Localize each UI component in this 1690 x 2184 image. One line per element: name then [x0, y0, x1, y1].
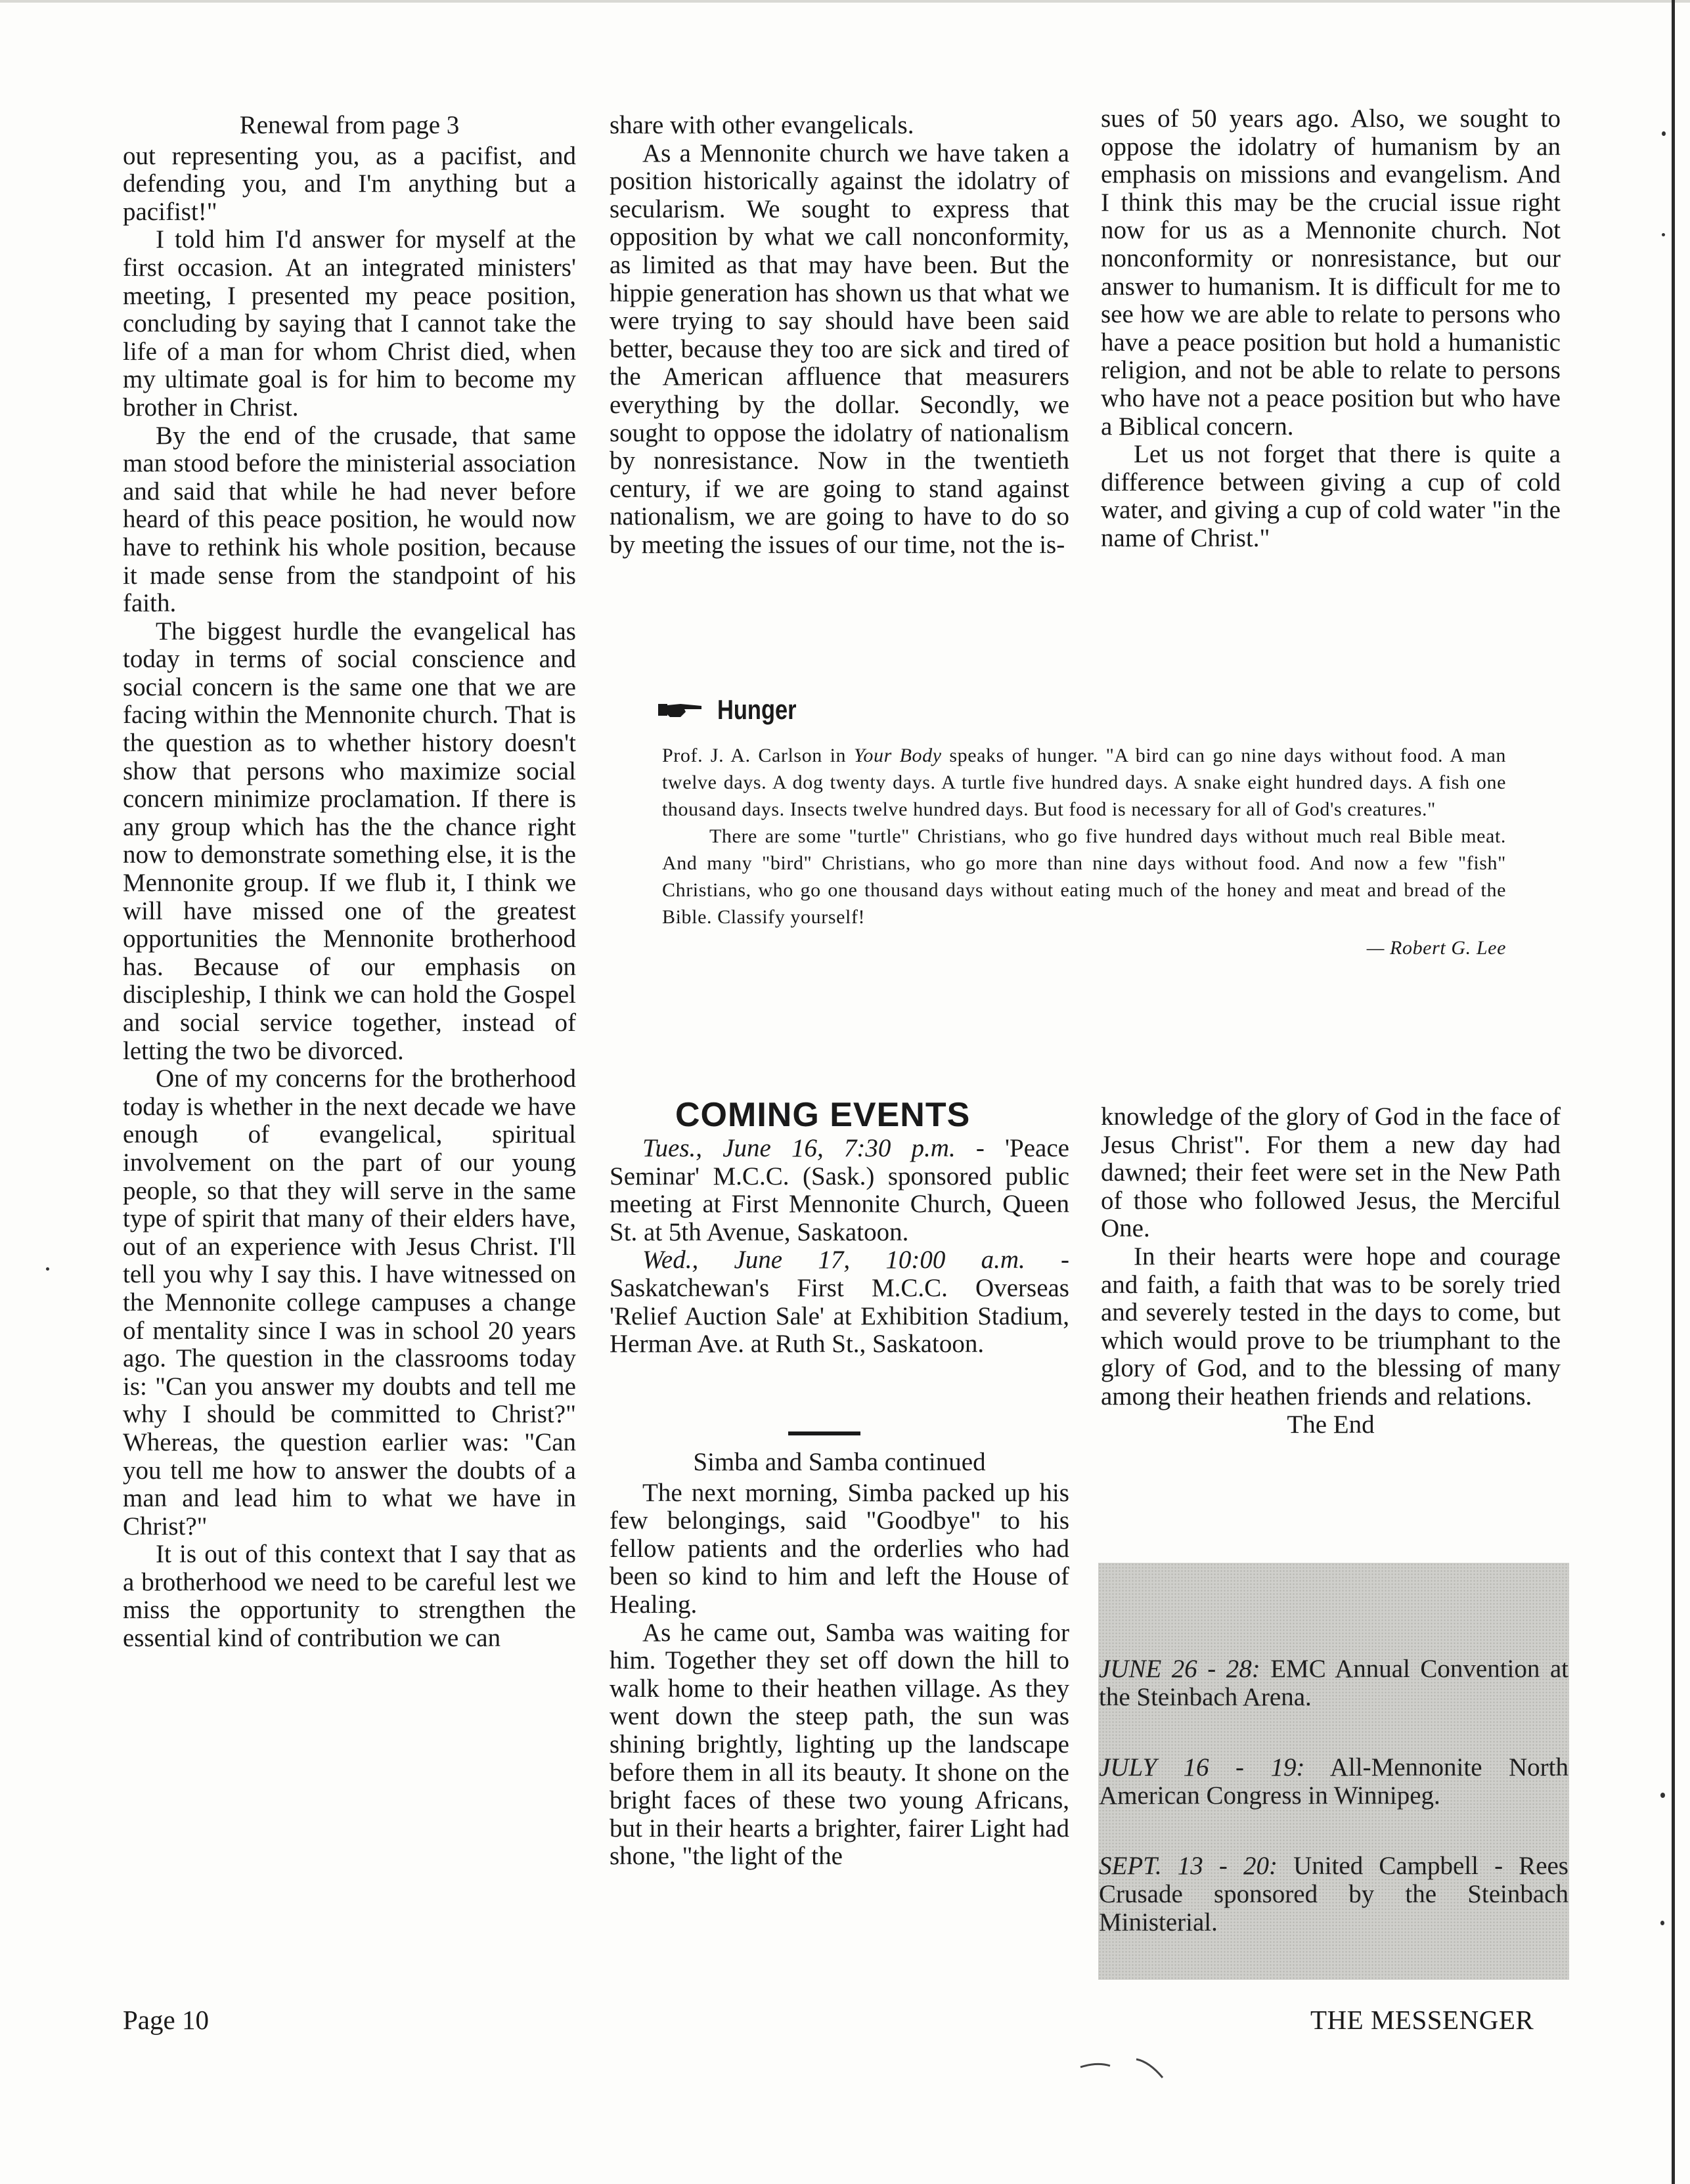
events-calendar-box [1098, 1563, 1569, 1980]
hunger-paragraph: There are some "turtle" Christians, who go five hundred days without much real Bible meat. And many "bird" Christians, who go more than nine days without food. And now a few "fish" Christians, who go one thousand days without eating much of the honey and meat and bread of the Bible. Classify yourself! [662, 825, 1506, 928]
article-paragraph: out representing you, as a pacifist, and defending you, and I'm anything but a pacifist!" [123, 141, 576, 226]
story-end: The End [1287, 1410, 1375, 1439]
article-paragraph: By the end of the crusade, that same man stood before the ministerial association and said that while he had never before heard of this peace position, he would now have to rethink his whole position, because it made sense from the standpoint of his faith. [123, 421, 576, 618]
article-paragraph: As a Mennonite church we have taken a position historically against the idolatry of secularism. We sought to express that opposition by what we call nonconformity, as limited as that may have been. But the hippie generation has shown us that what we were trying to say should have been said better, because they too are sick and tired of the American affluence that measurers everything by the dollar. Secondly, we sought to oppose the idolatry of nationalism by nonresistance. Now in the twentieth century, if we are going to stand against nationalism, we are going to have to do so by meeting the issues of our time, not the is- [610, 139, 1069, 559]
source-title: Your Body [853, 745, 942, 766]
story-heading: Simba and Samba continued [693, 1448, 986, 1476]
publication-name: THE MESSENGER [1310, 2005, 1534, 2035]
article-paragraph: share with other evangelicals. [610, 111, 914, 139]
hunger-paragraph: Prof. J. A. Carlson in Your Body speaks of hunger. "A bird can go nine days without food. A man twelve days. A dog twenty days. A turtle five hundred days. A snake eight hundred days. A fish one thousand days. Insects twelve hundred days. But food is necessary for all of God's creatures." [662, 745, 1506, 820]
scan-speck [1660, 1921, 1664, 1925]
page-right-edge [1672, 0, 1675, 2184]
article-paragraph: Let us not forget that there is quite a difference between giving a cup of cold water, and giving a cup of cold water "in the name of Christ." [1101, 440, 1561, 552]
attribution: — Robert G. Lee [1366, 937, 1506, 959]
article-paragraph: sues of 50 years ago. Also, we sought to oppose the idolatry of humanism by an emphasis on missions and evangelism. And I think this may be the crucial issue right now for us as a Mennonite church. Not nonconformity or nonresistance, but our answer to humanism. It is difficult for me to see how we are able to relate to persons who have a peace position but hold a humanistic religion, and not be able to relate to persons who have not a peace position but who have a Biblical concern. [1101, 104, 1561, 441]
pointing-hand-icon [658, 700, 703, 720]
continuation-header: Renewal from page 3 [239, 111, 460, 139]
coming-events-list [610, 1135, 1069, 1359]
event-item: Wed., June 17, 10:00 a.m. - Saskatchewan's First M.C.C. Overseas 'Relief Auction Sale' at Exhibition Stadium, Herman Ave. at Ruth St., Saskatoon. [610, 1246, 1069, 1359]
article-paragraph: I told him I'd answer for myself at the first occasion. At an integrated ministers' meeting, I presented my peace position, concluding by saying that I cannot take the life of a man for whom Christ died, when my ultimate goal is for him to become my brother in Christ. [123, 225, 576, 422]
scan-speck [1662, 131, 1666, 136]
coming-events-title: COMING EVENTS [675, 1096, 971, 1134]
story-paragraph: The next morning, Simba packed up his few belongings, said "Goodbye" to his fellow patients and the orderlies who had been so kind to him and left the House of Healing. [610, 1478, 1069, 1619]
story-continued-column [1101, 1103, 1561, 1441]
article-column-1 [123, 112, 576, 1653]
calendar-item: SEPT. 13 - 20: United Campbell - Rees Crusade sponsored by the Steinbach Ministerial. [1099, 1852, 1568, 1936]
scan-scribble [1077, 2055, 1182, 2082]
story-paragraph: As he came out, Samba was waiting for him. Together they set off down the hill to walk home to their heathen village. As they went down the steep path, the sun was shining brightly, lighting up the landscape before them in all its beauty. It shone on the bright faces of these two young Africans, but in their hearts a brighter, fairer Light had shone, "the light of the [610, 1618, 1069, 1871]
hunger-quote [662, 742, 1506, 961]
article-column-3 [1101, 105, 1561, 553]
hunger-heading [658, 693, 814, 726]
article-paragraph: One of my concerns for the brotherhood today is whether in the next decade we have enough of evangelical, spiritual involvement on the part of our young people, so that they will serve in the same type of spirit that many of their elders have, out of an experience with Jesus Christ. I'll tell you why I say this. I have witnessed on the Mennonite college campuses a change of mentality since I was in school 20 years ago. The question in the classrooms today is: "Can you answer my doubts and tell me why I should be committed to Christ?" Whereas, the question earlier was: "Can you tell me how to answer the doubts of a man and lead him to what we have in Christ?" [123, 1064, 576, 1540]
section-divider [788, 1431, 860, 1435]
calendar-item: JUNE 26 - 28: EMC Annual Convention at the Steinbach Arena. [1099, 1655, 1568, 1711]
calendar-item: JULY 16 - 19: All-Mennonite North American Congress in Winnipeg. [1099, 1753, 1568, 1810]
story-paragraph: In their hearts were hope and courage and faith, a faith that was to be sorely tried and severely tested in the days to come, but which would prove to be triumphant to the glory of God, and to the blessing of many among their heathen friends and relations. [1101, 1242, 1561, 1410]
scan-speck [46, 1267, 49, 1271]
scan-speck [1660, 1793, 1665, 1798]
event-item: Tues., June 16, 7:30 p.m. - 'Peace Seminar' M.C.C. (Sask.) sponsored public meeting at First Mennonite Church, Queen St. at 5th Avenue, Saskatoon. [610, 1134, 1069, 1246]
article-paragraph: It is out of this context that I say that as a brotherhood we need to be careful lest we miss the opportunity to strengthen the essential kind of contribution we can [123, 1540, 576, 1653]
scan-speck [1662, 233, 1665, 236]
page-number: Page 10 [123, 2005, 209, 2035]
story-column [610, 1449, 1069, 1871]
article-column-2 [610, 112, 1069, 559]
page-top-edge [0, 0, 1690, 3]
story-paragraph: knowledge of the glory of God in the face of Jesus Christ". For them a new day had dawned; their feet were set in the New Path of those who followed Jesus, the Merciful One. [1101, 1103, 1561, 1243]
hunger-title: Hunger [717, 694, 797, 725]
article-paragraph: The biggest hurdle the evangelical has today in terms of social conscience and social concern is the same one that we are facing within the Mennonite church. That is the question as to whether history doesn't show that persons who maximize social concern minimize proclamation. If there is any group which has the the chance right now to demonstrate something else, it is the Mennonite group. If we flub it, I think we will have missed one of the greatest opportunities the Mennonite brotherhood has. Because of our emphasis on discipleship, I think we can hold the Gospel and social service together, instead of letting the two be divorced. [123, 617, 576, 1065]
